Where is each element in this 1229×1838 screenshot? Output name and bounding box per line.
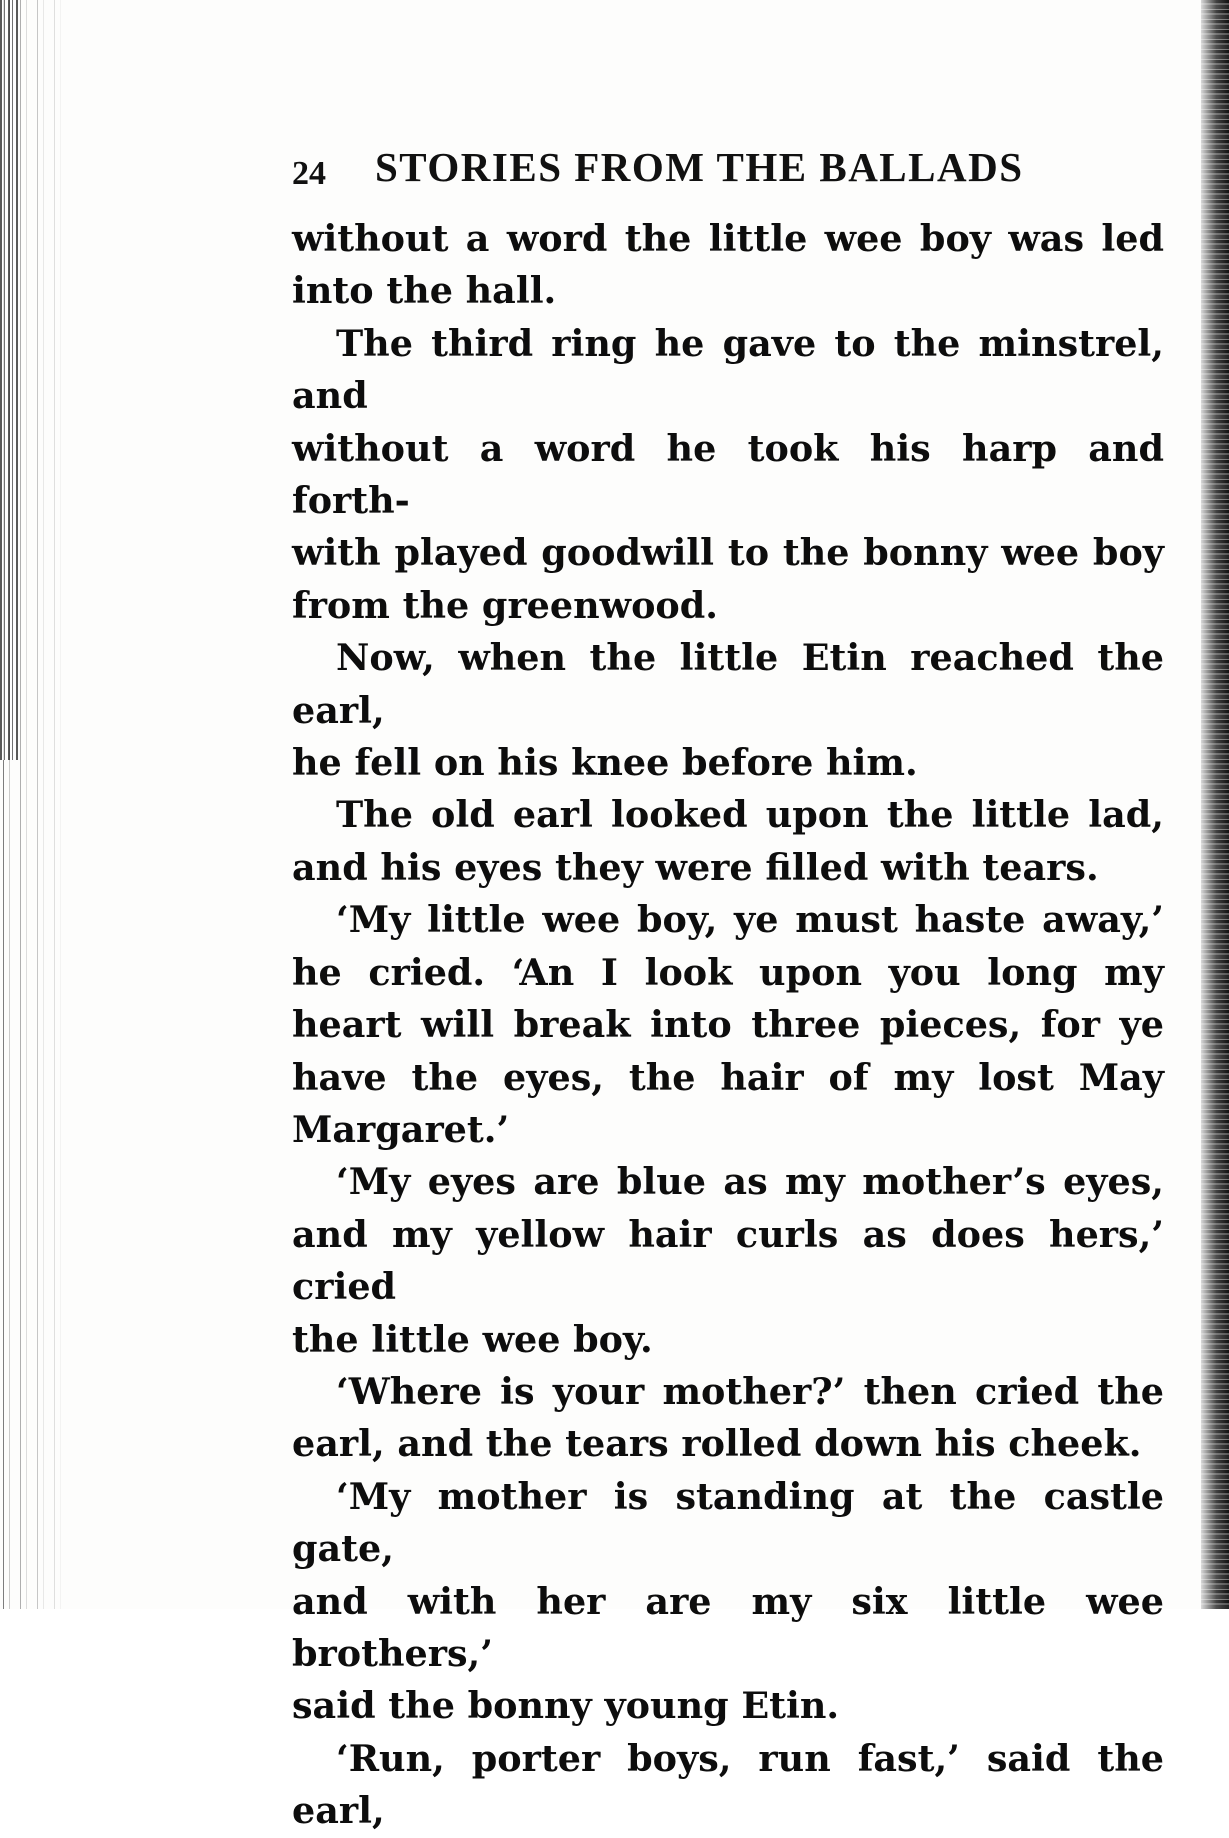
page-number: 24 [292, 155, 326, 192]
running-header [292, 143, 1172, 203]
body-text [292, 213, 1164, 1838]
text-line: without a word he took his harp and forth- [292, 426, 1164, 523]
text-line: ‘My little wee boy, ye must haste away,’ [336, 898, 1164, 942]
text-line: have the eyes, the hair of my lost May [292, 1055, 1164, 1099]
text-line: Margaret.’ [292, 1107, 510, 1151]
text-line: he cried. ‘An I look upon you long my [292, 950, 1164, 994]
text-line: ‘My mother is standing at the castle gate, [292, 1474, 1164, 1571]
text-line: and his eyes they were filled with tears. [292, 845, 1099, 889]
text-line: from the greenwood. [292, 583, 719, 627]
text-line: and with her are my six little wee brothers,’ [292, 1579, 1164, 1675]
text-line: ‘My eyes are blue as my mother’s eyes, [336, 1160, 1164, 1204]
text-line: Now, when the little Etin reached the earl, [292, 636, 1164, 732]
text-line: and my yellow hair curls as does hers,’ cried [292, 1212, 1164, 1309]
text-line: with played goodwill to the bonny wee boy [292, 531, 1164, 575]
text-line: The old earl looked upon the little lad, [336, 793, 1164, 837]
text-line: into the hall. [292, 269, 557, 313]
text-line: said the bonny young Etin. [292, 1684, 840, 1728]
text-line: heart will break into three pieces, for ye [292, 1003, 1164, 1047]
text-line: he fell on his knee before him. [292, 741, 918, 785]
text-line: without a word the little wee boy was led [292, 217, 1164, 260]
scan-page-edge-right [1201, 0, 1229, 1609]
scan-binding-edge [0, 0, 18, 760]
text-line: ‘Where is your mother?’ then cried the [336, 1369, 1164, 1413]
text-line: earl, and the tears rolled down his cheek. [292, 1422, 1142, 1466]
text-line: The third ring he gave to the minstrel, and [292, 321, 1164, 418]
running-title: STORIES FROM THE BALLADS [375, 144, 1024, 190]
text-line: the little wee boy. [292, 1317, 653, 1361]
text-line: ‘Run, porter boys, run fast,’ said the earl, [292, 1736, 1164, 1833]
